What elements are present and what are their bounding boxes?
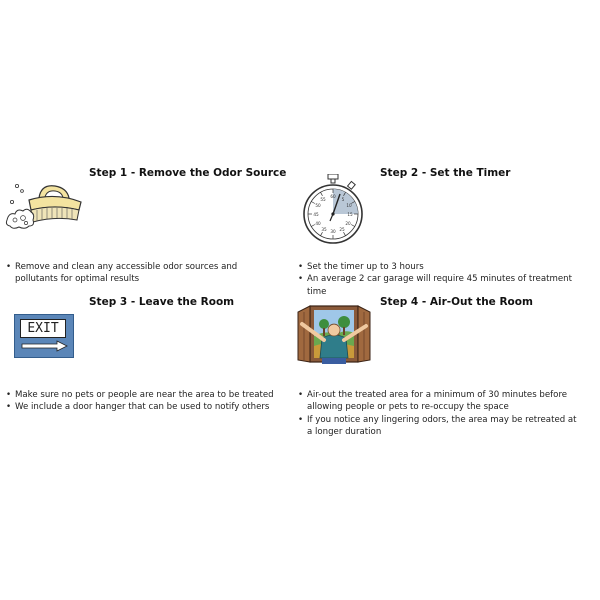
list-item: • Remove and clean any accessible odor sources and pollutants for optimal results: [6, 261, 276, 286]
svg-text:55: 55: [320, 197, 326, 202]
list-item: • Make sure no pets or people are near the area to be treated: [6, 389, 286, 401]
step-3-bullets: [6, 389, 286, 414]
svg-text:35: 35: [321, 227, 327, 232]
svg-text:5: 5: [341, 197, 345, 202]
svg-text:40: 40: [315, 221, 321, 226]
list-item: • An average 2 car garage will require 45 minutes of treatment time: [298, 273, 593, 298]
scrub-brush-icon: [5, 180, 85, 232]
exit-sign-label: EXIT: [20, 319, 66, 338]
list-item: • If you notice any lingering odors, the area may be retreated at a longer duration: [298, 414, 583, 439]
step-1-title: Step 1 - Remove the Odor Source: [89, 167, 287, 179]
list-item: • Set the timer up to 3 hours: [298, 261, 593, 273]
step-3-title: Step 3 - Leave the Room: [89, 296, 235, 308]
list-item: • Air-out the treated area for a minimum of 30 minutes before allowing people or pets to re-occupy the space: [298, 389, 583, 414]
arrow-right-icon: [21, 340, 69, 352]
list-item: • We include a door hanger that can be used to notify others: [6, 401, 286, 413]
svg-text:45: 45: [313, 212, 319, 217]
svg-text:20: 20: [345, 221, 351, 226]
svg-text:60: 60: [330, 194, 336, 199]
step-2-bullets: [298, 261, 593, 298]
step-4-title: Step 4 - Air-Out the Room: [380, 296, 533, 308]
open-window-icon: [296, 302, 372, 366]
step-2-title: Step 2 - Set the Timer: [380, 167, 511, 179]
exit-sign-icon: [14, 314, 74, 358]
step-4-bullets: [298, 389, 583, 438]
svg-text:50: 50: [315, 203, 321, 208]
svg-text:15: 15: [347, 212, 353, 217]
step-1-bullets: [6, 261, 276, 286]
svg-text:25: 25: [339, 227, 345, 232]
stopwatch-icon: [302, 174, 366, 246]
svg-text:30: 30: [330, 229, 336, 234]
svg-text:10: 10: [346, 203, 352, 208]
